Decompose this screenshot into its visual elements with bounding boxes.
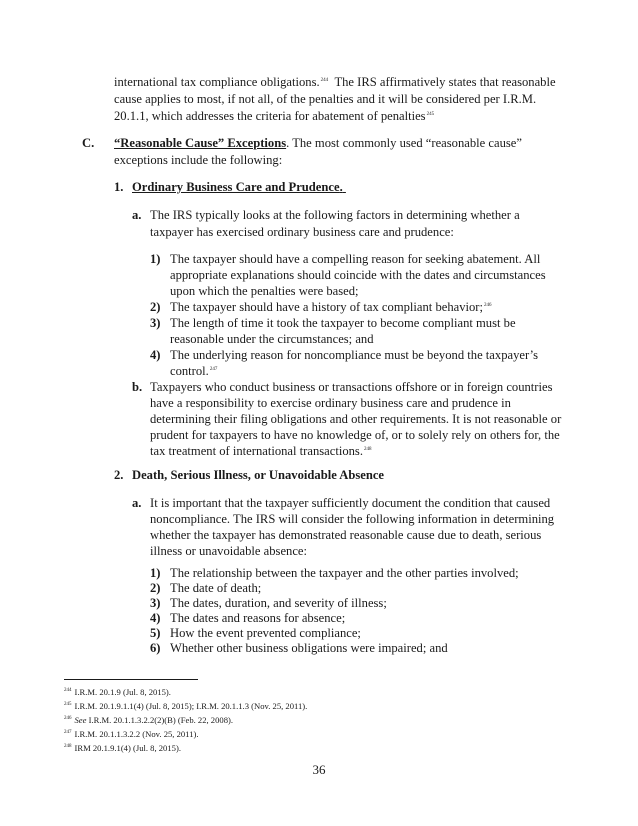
factor-1-line-3: upon which the penalties were based; [170, 284, 359, 298]
footnote-244 [64, 687, 171, 698]
factor-2-label: 2) [150, 300, 161, 314]
factor-2-line-1 [170, 300, 492, 315]
item-1-label: 1. [114, 180, 124, 194]
footnote-separator [64, 679, 198, 680]
intro-line-2: cause applies to most, if not all, of the penalties and it will be considered per I.R.M. [114, 92, 537, 106]
factor-4-line-1: The underlying reason for noncompliance must be beyond the taxpayer’s [170, 348, 539, 362]
footnote-245 [64, 701, 307, 712]
info-3-text: The dates, duration, and severity of illness; [170, 596, 387, 610]
item-2-label: 2. [114, 468, 124, 482]
item-2a-line-3: whether the taxpayer has demonstrated reasonable cause due to death, serious [150, 528, 542, 542]
intro-line-1 [114, 75, 556, 90]
page-number: 36 [312, 762, 326, 777]
factor-3-line-2: reasonable under the circumstances; and [170, 332, 374, 346]
intro-text: international tax compliance obligations. [114, 75, 320, 89]
item-1a-line-1: The IRS typically looks at the following factors in determining whether a [150, 208, 520, 222]
intro-line-3-text: 20.1.1, which addresses the criteria for abatement of penalties [114, 109, 426, 123]
factor-1-line-1: The taxpayer should have a compelling reason for seeking abatement. All [170, 252, 541, 266]
footnote-247-number: 247 [64, 730, 72, 736]
footnote-246-see: See [74, 715, 87, 725]
info-6-label: 6) [150, 641, 161, 655]
footnote-ref-248[interactable]: 248 [363, 446, 372, 452]
factor-3-label: 3) [150, 316, 161, 330]
footnote-ref-245[interactable]: 245 [426, 111, 435, 117]
item-1b-line-4: prudent for taxpayers to have no knowledge of, or to solely rely on others for, the [150, 428, 560, 442]
item-1-heading [132, 180, 346, 195]
footnote-247 [64, 729, 198, 740]
section-c-label: C. [82, 136, 95, 150]
section-c-line-2: exceptions include the following: [114, 153, 283, 167]
footnote-246 [64, 715, 233, 726]
footnote-ref-247[interactable]: 247 [209, 366, 218, 372]
footnote-245-text: I.R.M. 20.1.9.1.1(4) (Jul. 8, 2015); I.R.M. 20.1.1.3 (Nov. 25, 2011). [74, 701, 308, 711]
item-1b-text: tax treatment of international transactions. [150, 444, 363, 458]
footnote-245-number: 245 [64, 702, 72, 708]
factor-4-line-2 [170, 364, 217, 379]
intro-text-rest: The IRS affirmatively states that reasonable [334, 75, 556, 89]
item-2a-line-4: illness or unavoidable absence: [150, 544, 308, 558]
info-1-label: 1) [150, 566, 161, 580]
factor-3-line-1: The length of time it took the taxpayer to become compliant must be [170, 316, 516, 330]
info-1-text: The relationship between the taxpayer and the other parties involved; [170, 566, 519, 580]
info-4-text: The dates and reasons for absence; [170, 611, 346, 625]
factor-4-label: 4) [150, 348, 161, 362]
item-1b-line-2: have a responsibility to exercise ordinary business care and prudence in [150, 396, 511, 410]
item-1b-label: b. [132, 380, 143, 394]
item-1b-line-5 [150, 444, 371, 459]
item-1a-label: a. [132, 208, 142, 222]
info-6-text: Whether other business obligations were impaired; and [170, 641, 448, 655]
section-c-heading [114, 136, 522, 151]
item-2a-label: a. [132, 496, 142, 510]
footnote-248-number: 248 [64, 744, 72, 750]
info-4-label: 4) [150, 611, 161, 625]
info-5-text: How the event prevented compliance; [170, 626, 361, 640]
info-5-label: 5) [150, 626, 161, 640]
footnote-244-text: I.R.M. 20.1.9 (Jul. 8, 2015). [74, 687, 171, 697]
footnote-248-text: IRM 20.1.9.1(4) (Jul. 8, 2015). [74, 743, 181, 753]
factor-4-text: control. [170, 364, 209, 378]
footnote-247-text: I.R.M. 20.1.1.3.2.2 (Nov. 25, 2011). [74, 729, 199, 739]
footnote-246-text: I.R.M. 20.1.1.3.2.2(2)(B) (Feb. 22, 2008). [86, 715, 233, 725]
item-1-title-end: . [339, 180, 343, 194]
factor-1-line-2: appropriate explanations should coincide with the dates and circumstances [170, 268, 546, 282]
info-2-label: 2) [150, 581, 161, 595]
footnote-ref-244[interactable]: 244 [320, 77, 329, 83]
info-2-text: The date of death; [170, 581, 262, 595]
footnote-244-number: 244 [64, 688, 72, 694]
section-c-text: . The most commonly used “reasonable cause” [286, 136, 522, 150]
item-1b-line-1: Taxpayers who conduct business or transactions offshore or in foreign countries [150, 380, 553, 394]
info-3-label: 3) [150, 596, 161, 610]
footnote-248 [64, 743, 181, 754]
item-2a-line-1: It is important that the taxpayer sufficiently document the condition that caused [150, 496, 551, 510]
item-2-title: Death, Serious Illness, or Unavoidable Absence [132, 468, 385, 482]
item-1-title: Ordinary Business Care and Prudence [132, 180, 340, 194]
factor-1-label: 1) [150, 252, 161, 266]
intro-line-3 [114, 109, 434, 124]
item-1b-line-3: determining their filing obligations and other requirements. It is not reasonable or [150, 412, 562, 426]
footnote-246-number: 246 [64, 716, 72, 722]
factor-2-text: The taxpayer should have a history of tax compliant behavior; [170, 300, 483, 314]
item-2a-line-2: noncompliance. The IRS will consider the following information in determining [150, 512, 555, 526]
section-c-title: “Reasonable Cause” Exceptions [114, 136, 287, 150]
footnote-ref-246[interactable]: 246 [484, 302, 492, 308]
item-1a-line-2: taxpayer has exercised ordinary business care and prudence: [150, 225, 454, 239]
